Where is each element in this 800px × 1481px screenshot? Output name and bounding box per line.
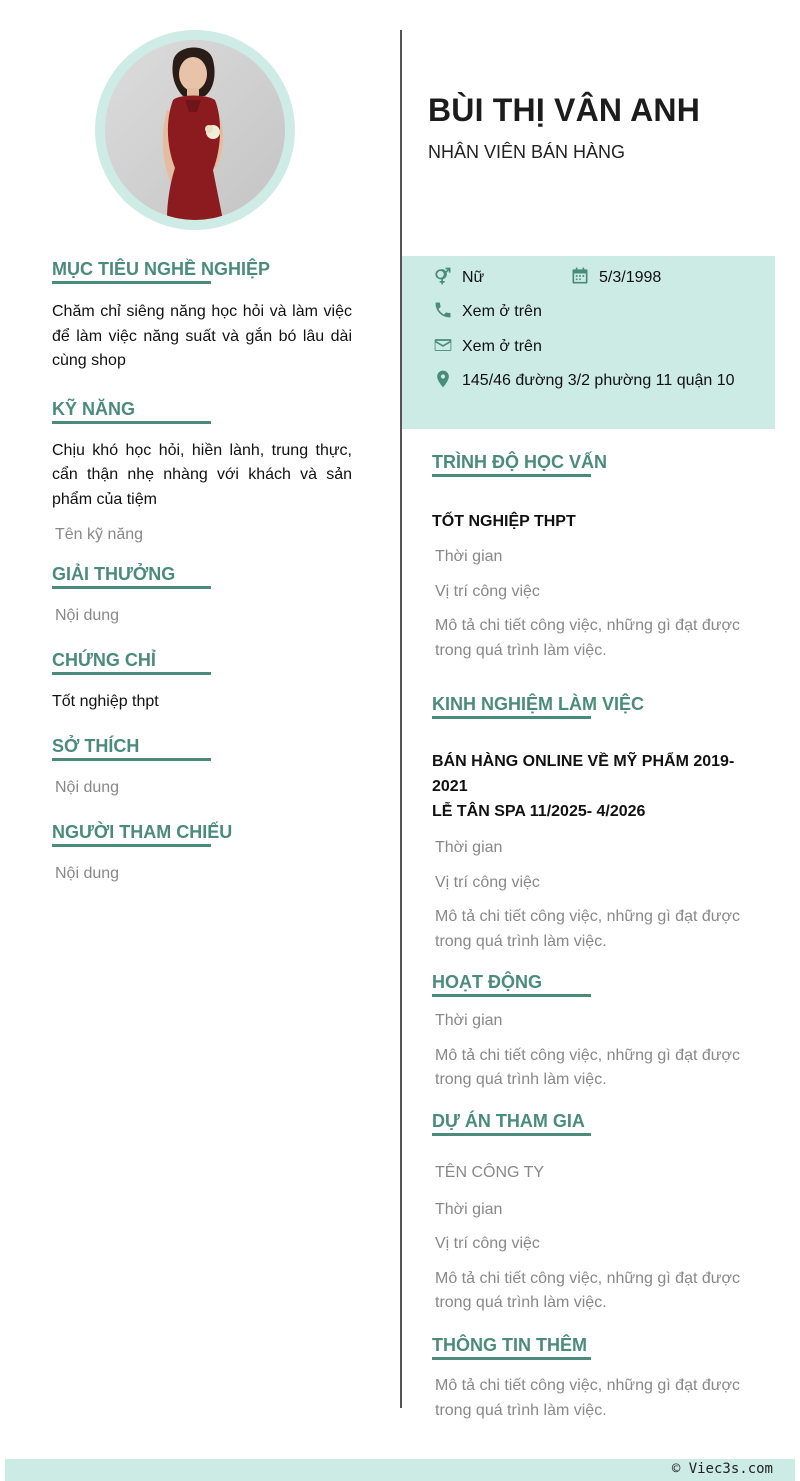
references-placeholder: Nội dung bbox=[55, 864, 120, 882]
gender-value: Nữ bbox=[462, 269, 485, 286]
calendar-icon bbox=[569, 265, 591, 287]
additional-title: THÔNG TIN THÊM bbox=[432, 1334, 762, 1360]
awards-title: GIẢI THƯỞNG bbox=[52, 563, 352, 589]
skills-text: Chịu khó học hỏi, hiền lành, trung thực, cẩn thận nhẹ nhàng với khách và sản phẩm của tiệm bbox=[52, 441, 352, 508]
hobbies-section bbox=[52, 735, 352, 800]
birthday-value: 5/3/1998 bbox=[599, 269, 662, 286]
certificates-title: CHỨNG CHỈ bbox=[52, 649, 352, 675]
objective-text: Chăm chỉ siêng năng học hỏi và làm việc để làm việc năng suất và gắn bó lâu dài cùng shop bbox=[52, 303, 352, 369]
skills-title: KỸ NĂNG bbox=[52, 398, 352, 424]
projects-position: Vị trí công việc bbox=[435, 1235, 540, 1252]
address-row bbox=[432, 368, 742, 393]
avatar-ring bbox=[95, 30, 295, 230]
awards-section bbox=[52, 563, 352, 628]
experience-title: KINH NGHIỆM LÀM VIỆC bbox=[432, 693, 762, 719]
projects-section bbox=[432, 1110, 762, 1316]
education-section bbox=[432, 451, 762, 663]
column-divider bbox=[400, 30, 402, 1408]
education-description: Mô tả chi tiết công việc, những gì đạt được trong quá trình làm việc. bbox=[435, 617, 740, 659]
copyright-link[interactable]: © Viec3s.com bbox=[671, 1461, 773, 1477]
activities-time: Thời gian bbox=[435, 1012, 503, 1029]
education-time: Thời gian bbox=[435, 548, 503, 565]
experience-heading-2: LỄ TÂN SPA 11/2025- 4/2026 bbox=[432, 803, 646, 820]
contact-panel bbox=[402, 256, 775, 429]
experience-position: Vị trí công việc bbox=[435, 873, 540, 891]
email-row bbox=[432, 334, 542, 359]
education-heading: TỐT NGHIỆP THPT bbox=[432, 513, 576, 530]
birthday-row bbox=[569, 265, 661, 290]
left-column bbox=[52, 258, 352, 886]
address-value: 145/46 đường 3/2 phường 11 quận 10 bbox=[462, 372, 735, 389]
projects-time: Thời gian bbox=[435, 1200, 503, 1218]
additional-description: Mô tả chi tiết công việc, những gì đạt được trong quá trình làm việc. bbox=[435, 1377, 740, 1419]
additional-section bbox=[432, 1334, 762, 1423]
experience-heading-1: BÁN HÀNG ONLINE VỀ MỸ PHẨM 2019-2021 bbox=[432, 753, 735, 795]
activities-title: HOẠT ĐỘNG bbox=[432, 971, 762, 997]
certificates-text: Tốt nghiệp thpt bbox=[52, 693, 159, 710]
skills-section bbox=[52, 398, 352, 548]
education-position: Vị trí công việc bbox=[435, 582, 540, 600]
phone-value: Xem ở trên bbox=[462, 303, 542, 320]
candidate-name: BÙI THỊ VÂN ANH bbox=[428, 92, 701, 128]
gender-icon bbox=[432, 265, 454, 287]
activities-description: Mô tả chi tiết công việc, những gì đạt được trong quá trình làm việc. bbox=[435, 1046, 740, 1088]
hobbies-title: SỞ THÍCH bbox=[52, 735, 352, 761]
objective-title: MỤC TIÊU NGHỀ NGHIỆP bbox=[52, 258, 352, 284]
experience-section bbox=[432, 693, 762, 954]
location-icon bbox=[432, 368, 454, 390]
hobbies-placeholder: Nội dung bbox=[55, 778, 120, 796]
experience-time: Thời gian bbox=[435, 839, 503, 856]
certificates-section bbox=[52, 649, 352, 715]
footer-bar bbox=[5, 1459, 795, 1481]
skill-name-placeholder: Tên kỹ năng bbox=[55, 526, 144, 543]
avatar bbox=[105, 40, 285, 220]
awards-placeholder: Nội dung bbox=[55, 607, 120, 624]
email-icon bbox=[432, 334, 454, 356]
phone-icon bbox=[432, 299, 454, 321]
projects-company: TÊN CÔNG TY bbox=[435, 1164, 545, 1181]
email-value: Xem ở trên bbox=[462, 338, 542, 355]
projects-title: DỰ ÁN THAM GIA bbox=[432, 1110, 762, 1136]
profile-photo bbox=[105, 40, 285, 220]
phone-row bbox=[432, 299, 542, 324]
objective-section bbox=[52, 258, 352, 374]
job-title: NHÂN VIÊN BÁN HÀNG bbox=[428, 142, 626, 162]
projects-description: Mô tả chi tiết công việc, những gì đạt được trong quá trình làm việc. bbox=[435, 1269, 740, 1311]
activities-section bbox=[432, 971, 762, 1093]
references-title: NGƯỜI THAM CHIẾU bbox=[52, 821, 352, 847]
gender-row bbox=[432, 265, 484, 290]
experience-description: Mô tả chi tiết công việc, những gì đạt được trong quá trình làm việc. bbox=[435, 908, 740, 950]
education-title: TRÌNH ĐỘ HỌC VẤN bbox=[432, 451, 762, 477]
references-section bbox=[52, 821, 352, 886]
